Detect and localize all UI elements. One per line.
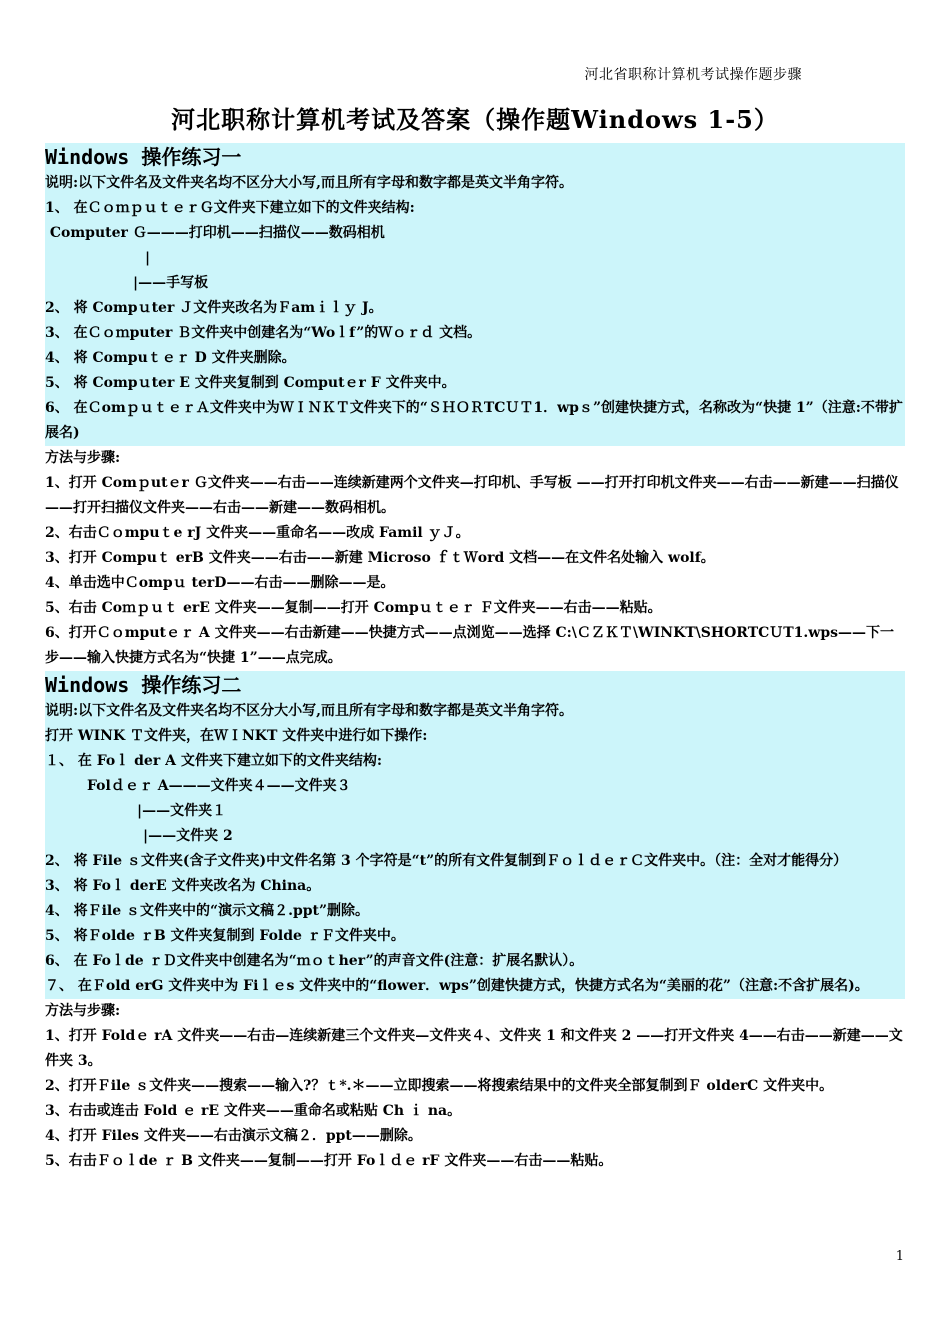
exercise-2-task-6: 6、 在 Foｌde ｒＤ文件夹中创建名为“ｍｏｔher”的声音文件(注意：扩展名默认）。 (45, 953, 584, 969)
exercise-1-step-3: 3、打开 Compuｔ erB 文件夹——右击——新建 Microso ｆｔＷord 文档——在文件名处输入 wolf。 (45, 550, 715, 566)
exercise-1-step-2: 2、右击Ｃｏmpuｔe rJ 文件夹——重命名——改成 Famil ｙＪ。 (45, 525, 470, 541)
exercise-1-task-5: 5、 将 Compｕter E 文件夹复制到 Coｍputｅr F 文件夹中。 (45, 375, 456, 391)
exercise-2-note: 说明:以下文件名及文件夹名均不区分大小写,而且所有字母和数字都是英文半角字符。 (45, 703, 574, 719)
exercise-2-step-5: 5、右击Ｆｏｌde ｒ B 文件夹——复制——打开 Foｌｄｅ rF 文件夹——右击——粘贴。 (45, 1153, 613, 1169)
exercise-2-tree-line-3: |——文件夹 2 (143, 828, 233, 844)
exercise-2-step-3: 3、右击或连击 Fold ｅ rE 文件夹——重命名或粘贴 Ch ｉ na。 (45, 1103, 462, 1119)
exercise-2-title: Windows 操作练习二 (45, 673, 242, 697)
exercise-2-task-2: 2、 将 File ｓ文件夹(含子文件夹)中文件名第 3 个字符是“t”的所有文件复制到ＦｏｌｄｅｒＣ文件夹中。（注：全对才能得分） (45, 853, 848, 869)
page-number: 1 (895, 1249, 904, 1264)
exercise-2-task-5: 5、 将Ｆolde ｒB 文件夹复制到 Folde ｒＦ文件夹中。 (45, 928, 405, 944)
exercise-1-task-3: 3、 在Ｃｏｍputer Ｂ文件夹中创建名为“Woｌf”的Ｗｏｒｄ 文档。 (45, 325, 482, 341)
exercise-1-task-1: 1、 在ＣｏｍｐｕｔｅｒＧ文件夹下建立如下的文件夹结构: (45, 200, 415, 216)
exercise-1-method-title: 方法与步骤: (45, 450, 121, 466)
exercise-2-task-3: 3、 将 Foｌ derE 文件夹改名为 China。 (45, 878, 321, 894)
exercise-1-step-6: 6、打开Ｃｏmputｅｒ A 文件夹——右击新建——快捷方式——点浏览——选择 C:\ＣＺＫＴ\WINKT\SHORTCＵT1.wps——下一步——输入快捷方式名为“快捷 1”——点完成。 (45, 625, 895, 666)
exercise-1-step-5: 5、右击 Coｍｐｕｔ erE 文件夹——复制——打开 Compｕｔｅｒ Ｆ文件夹——右击——粘贴。 (45, 600, 662, 616)
exercise-1-task-2: 2、 将 Compｕter Ｊ文件夹改名为Ｆamｉｌｙ J。 (45, 300, 383, 316)
exercise-1-step-4: 4、单击选中Ｃompｕ terD——右击——删除——是。 (45, 575, 395, 591)
exercise-2-task-4: 4、 将Ｆile ｓ文件夹中的“演示文稿２.ppt”删除。 (45, 903, 370, 919)
running-header: 河北省职称计算机考试操作题步骤 (584, 67, 802, 83)
exercise-1-title: Windows 操作练习一 (45, 145, 242, 169)
exercise-1-tree-line-3: |——手写板 (133, 275, 209, 291)
exercise-2-tree-line-1: Folｄｅｒ A———文件夹４——文件夹３ (87, 778, 351, 794)
exercise-1-task-6: 6、 在ＣomｐｕｔｅｒＡ文件夹中为ＷＩＮＫＴ文件夹下的“ＳＨＯＲTCＵＴ1．wpｓ”创建快捷方式，名称改为“快捷 1”（注意:不带扩展名) (45, 400, 903, 441)
exercise-2-step-4: 4、打开 Files 文件夹——右击演示文稿２．ppt——删除。 (45, 1128, 422, 1144)
document-body (45, 143, 905, 1174)
exercise-2-task-7: ７、 在Ｆold erG 文件夹中为 Fiｌｅs 文件夹中的“flower．wps”创建快捷方式，快捷方式名为“美丽的花”（注意:不含扩展名)。 (45, 978, 869, 994)
exercise-1-tree-line-2: | (145, 250, 151, 266)
exercise-2-method-title: 方法与步骤: (45, 1003, 121, 1019)
exercise-1-step-1: 1、打开 Comｐutｅr Ｇ文件夹——右击——连续新建两个文件夹—打印机、手写板 ——打开打印机文件夹——右击——新建——扫描仪——打开扫描仪文件夹——右击——新建——数码相机。 (45, 475, 899, 516)
exercise-1-task-4: 4、 将 Compuｔｅｒ D 文件夹删除。 (45, 350, 296, 366)
exercise-2-step-2: 2、打开Ｆile ｓ文件夹——搜索——输入?？ｔ*.＊——立即搜索——将搜索结果中的文件夹全部复制到Ｆ olderC 文件夹中。 (45, 1078, 834, 1094)
exercise-2-step-1: 1、打开 Foldｅ rA 文件夹——右击—连续新建三个文件夹—文件夹４、文件夹 1 和文件夹 2 ——打开文件夹 4——右击——新建——文件夹 3。 (45, 1028, 903, 1069)
exercise-2-block (45, 671, 905, 999)
exercise-2-intro: 打开 WINK Ｔ文件夹，在ＷＩNKT 文件夹中进行如下操作: (45, 728, 428, 744)
exercise-1-block (45, 143, 905, 446)
exercise-1-note: 说明:以下文件名及文件夹名均不区分大小写,而且所有字母和数字都是英文半角字符。 (45, 175, 574, 191)
document-title: 河北职称计算机考试及答案（操作题Windows 1-5） (171, 105, 779, 134)
exercise-1-tree-line-1: Computer Ｇ———打印机——扫描仪——数码相机 (45, 225, 385, 241)
exercise-2-task-1: １、 在 Foｌ der A 文件夹下建立如下的文件夹结构: (45, 753, 382, 769)
exercise-2-tree-line-2: |——文件夹１ (137, 803, 227, 819)
